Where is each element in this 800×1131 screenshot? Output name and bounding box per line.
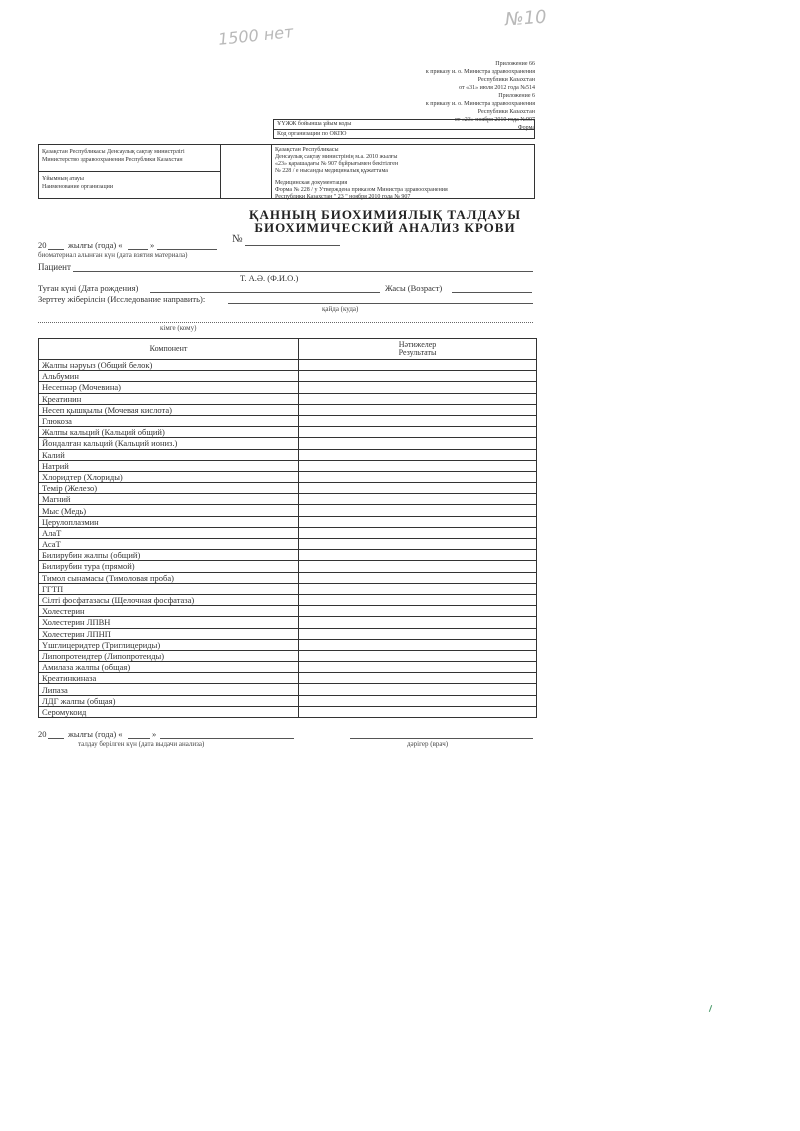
okpo-kz: ҰҮЖЖ бойынша ұйым коды (274, 120, 534, 130)
table-row (39, 527, 537, 538)
result-cell[interactable] (299, 427, 537, 438)
whom-line (38, 322, 533, 323)
result-cell[interactable] (299, 550, 537, 561)
date-month-line (157, 249, 217, 250)
appendix-line: Форма (517, 125, 535, 131)
footer-year-line (48, 738, 64, 739)
result-cell[interactable] (299, 684, 537, 695)
result-cell[interactable] (299, 415, 537, 426)
component-name: Креатинкиназа (39, 673, 299, 684)
table-row (39, 628, 537, 639)
date-year-line (48, 249, 64, 250)
component-name: Хлоридтер (Хлориды) (39, 471, 299, 482)
date-text: жылғы (года) « (68, 240, 123, 250)
result-cell[interactable] (299, 594, 537, 605)
handwritten-number: №10 (504, 6, 548, 31)
ministry-kz: Қазақстан Республикасы Денсаулық сақтау министрлігі (42, 149, 185, 155)
component-name: Билирубин жалпы (общий) (39, 550, 299, 561)
ministry-ru: Министерство здравоохранения Республики Казахстан (42, 157, 183, 163)
date-prefix: 20 (38, 240, 47, 250)
sent-line (228, 303, 533, 304)
footer-date-quote: » (152, 729, 157, 739)
result-cell[interactable] (299, 639, 537, 650)
birth-line (150, 292, 380, 293)
docinfo-line: Денсаулық сақтау министрінің м.а. 2010 жылғы (275, 154, 398, 160)
table-row (39, 427, 537, 438)
result-cell[interactable] (299, 460, 537, 471)
docinfo-line: Форма № 228 / у Утверждена приказом Министра здравоохранения (275, 187, 448, 193)
footer-month-line (160, 738, 294, 739)
appendix-line: от «23» ноября 2010 года №907 (454, 117, 535, 123)
blank-box (220, 144, 272, 199)
title-ru: БИОХИМИЧЕСКИЙ АНАЛИЗ КРОВИ (254, 220, 516, 235)
component-name: Калий (39, 449, 299, 460)
table-row (39, 706, 537, 717)
table-row (39, 382, 537, 393)
result-cell[interactable] (299, 606, 537, 617)
footer-date-prefix: 20 (38, 729, 47, 739)
column-results-ru: Результаты (398, 348, 437, 357)
ministry-box (38, 144, 221, 172)
column-results (299, 339, 537, 360)
appendix-line: к приказу и. о. Министра здравоохранения (425, 69, 535, 75)
component-name: Глюкоза (39, 415, 299, 426)
age-line (452, 292, 532, 293)
component-name: Билирубин тура (прямой) (39, 561, 299, 572)
component-name: Холестерин ЛПНП (39, 628, 299, 639)
docinfo-box (271, 144, 535, 199)
footer-date-caption: талдау берілген күн (дата выдачи анализа) (78, 740, 205, 748)
appendix-line: Приложение 6 (498, 93, 535, 99)
docinfo-line: № 228 / е нысанды медициналық құжаттама (275, 168, 388, 174)
table-row (39, 483, 537, 494)
result-cell[interactable] (299, 527, 537, 538)
table-row (39, 650, 537, 661)
result-cell[interactable] (299, 360, 537, 371)
table-row (39, 594, 537, 605)
doctor-caption: дәрігер (врач) (407, 740, 449, 748)
whom-caption: кімге (кому) (160, 324, 197, 332)
component-name: Жалпы нәруыз (Общий белок) (39, 360, 299, 371)
component-name: Липопротеидтер (Липопротеиды) (39, 650, 299, 661)
component-name: Холестерин (39, 606, 299, 617)
result-cell[interactable] (299, 662, 537, 673)
table-row (39, 572, 537, 583)
form-number-line (245, 245, 340, 246)
component-name: АлаТ (39, 527, 299, 538)
table-row (39, 606, 537, 617)
table-row (39, 617, 537, 628)
result-cell[interactable] (299, 393, 537, 404)
doctor-line (350, 738, 533, 739)
table-row (39, 471, 537, 482)
title-kz: ҚАННЫҢ БИОХИМИЯЛЫҚ ТАЛДАУЫ (249, 207, 521, 222)
okpo-box (273, 119, 535, 139)
result-cell[interactable] (299, 561, 537, 572)
result-cell[interactable] (299, 438, 537, 449)
table-row (39, 449, 537, 460)
result-cell[interactable] (299, 650, 537, 661)
component-name: Тимол сынамасы (Тимоловая проба) (39, 572, 299, 583)
result-cell[interactable] (299, 628, 537, 639)
scan-mark (709, 1005, 712, 1012)
docinfo-line: Медицинская документация (275, 180, 348, 186)
appendix-line: от «31» июля 2012 года №514 (459, 85, 535, 91)
component-name: Амилаза жалпы (общая) (39, 662, 299, 673)
org-kz: Ұйымның атауы (42, 176, 84, 182)
component-name: Серомукоид (39, 706, 299, 717)
table-row (39, 561, 537, 572)
table-row (39, 360, 537, 371)
result-cell[interactable] (299, 371, 537, 382)
result-cell[interactable] (299, 706, 537, 717)
result-cell[interactable] (299, 583, 537, 594)
table-row (39, 684, 537, 695)
component-name: Йондалған кальций (Кальций иониз.) (39, 438, 299, 449)
date-day-line (128, 249, 148, 250)
component-name: Жалпы кальций (Кальций общий) (39, 427, 299, 438)
appendix-line: Приложение 66 (495, 61, 535, 67)
form-number-label: № (232, 233, 243, 245)
table-row (39, 460, 537, 471)
result-cell[interactable] (299, 404, 537, 415)
result-cell[interactable] (299, 572, 537, 583)
table-row (39, 639, 537, 650)
table-row (39, 673, 537, 684)
sent-label: Зерттеу жіберілсін (Исследование направить): (38, 294, 206, 304)
docinfo-line: Республики Казахстан " 23 " ноября 2010 года № 907 (275, 194, 411, 200)
date-caption: биоматериал алынған күн (дата взятия материала) (38, 251, 188, 259)
result-cell[interactable] (299, 494, 537, 505)
appendix-line: к приказу и. о. Министра здравоохранения (425, 101, 535, 107)
table-row (39, 550, 537, 561)
result-cell[interactable] (299, 382, 537, 393)
component-name: Церулоплазмин (39, 516, 299, 527)
component-name: АсаТ (39, 539, 299, 550)
docinfo-line: «23» қарашадағы № 907 бұйрығымен бекітілген (275, 161, 399, 167)
table-row (39, 516, 537, 527)
table-row (39, 539, 537, 550)
patient-label: Пациент (38, 262, 71, 272)
footer-day-line (128, 738, 150, 739)
component-name: Альбумин (39, 371, 299, 382)
table-header (39, 339, 537, 360)
table-row (39, 371, 537, 382)
table-row (39, 662, 537, 673)
column-component: Компонент (39, 339, 299, 360)
result-cell[interactable] (299, 483, 537, 494)
handwritten-note: 1500 нет (217, 22, 295, 49)
org-box (38, 171, 221, 199)
component-name: Мыс (Медь) (39, 505, 299, 516)
column-results-kz: Нәтижелер (398, 340, 437, 349)
footer-date-text: жылғы (года) « (68, 729, 123, 739)
docinfo-line: Қазақстан Республикасы (275, 147, 339, 153)
result-cell[interactable] (299, 617, 537, 628)
result-cell[interactable] (299, 471, 537, 482)
where-caption: қайда (куда) (322, 305, 359, 313)
org-ru: Наименование организации (42, 184, 114, 190)
component-name: Натрий (39, 460, 299, 471)
result-cell[interactable] (299, 449, 537, 460)
table-row (39, 583, 537, 594)
component-name: Холестерин ЛПВН (39, 617, 299, 628)
table-row (39, 494, 537, 505)
appendix-line: Республики Казахстан (477, 109, 535, 115)
results-table (38, 338, 537, 718)
component-name: ЛДГ жалпы (общая) (39, 695, 299, 706)
result-cell[interactable] (299, 516, 537, 527)
result-cell[interactable] (299, 695, 537, 706)
component-name: Несепнәр (Мочевина) (39, 382, 299, 393)
component-name: ГГТП (39, 583, 299, 594)
component-name: Темір (Железо) (39, 483, 299, 494)
component-name: Креатинин (39, 393, 299, 404)
birth-label: Туған күні (Дата рождения) (38, 283, 139, 293)
age-label: Жасы (Возраст) (385, 283, 443, 293)
patient-line (73, 271, 533, 272)
date-quote: » (150, 240, 155, 250)
table-row (39, 695, 537, 706)
component-name: Сілті фосфатазасы (Щелочная фосфатаза) (39, 594, 299, 605)
component-name: Үшглицеридтер (Триглицериды) (39, 639, 299, 650)
table-row (39, 415, 537, 426)
table-row (39, 404, 537, 415)
okpo-ru: Код организации по ОКПО (277, 131, 347, 137)
result-cell[interactable] (299, 539, 537, 550)
appendix-line: Республики Казахстан (477, 77, 535, 83)
table-row (39, 393, 537, 404)
table-row (39, 438, 537, 449)
component-name: Несеп қышқылы (Мочевая кислота) (39, 404, 299, 415)
component-name: Липаза (39, 684, 299, 695)
fio-caption: Т. А.Ә. (Ф.И.О.) (240, 273, 299, 283)
result-cell[interactable] (299, 505, 537, 516)
table-row (39, 505, 537, 516)
result-cell[interactable] (299, 673, 537, 684)
component-name: Магний (39, 494, 299, 505)
